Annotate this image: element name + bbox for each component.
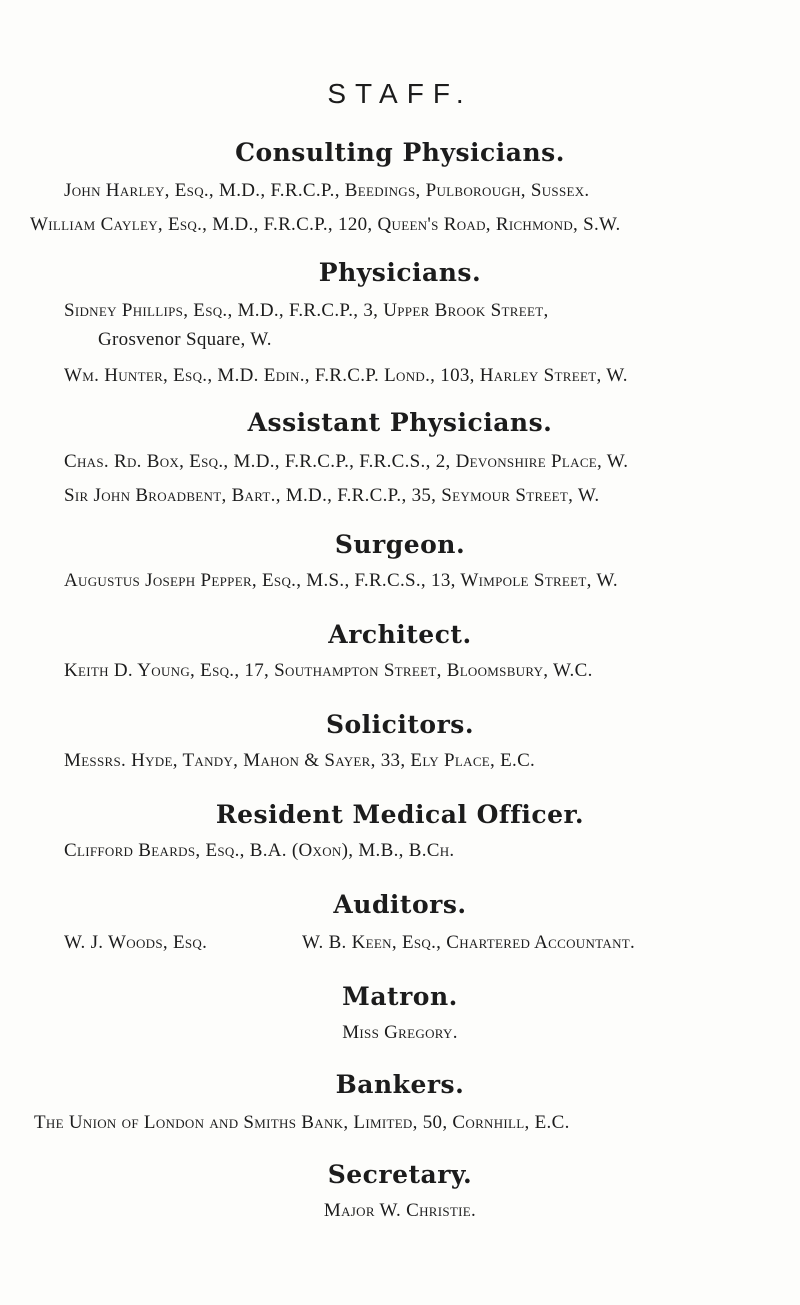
heading-architect: Architect.: [328, 620, 472, 649]
heading-secretary: Secretary.: [327, 1160, 473, 1189]
heading-bankers: Bankers.: [335, 1070, 465, 1099]
heading-solicitors: Solicitors.: [325, 710, 475, 739]
heading-assistant-physicians: Assistant Physicians.: [247, 408, 553, 437]
heading-auditors: Auditors.: [333, 890, 467, 919]
entry-augustus-pepper: Augustus Joseph Pepper, Esq., M.S., F.R.C.S., 13, Wimpole Street, W.: [64, 570, 618, 591]
heading-surgeon: Surgeon.: [334, 530, 466, 559]
entry-wj-woods: W. J. Woods, Esq.: [64, 932, 208, 953]
entry-chas-box: Chas. Rd. Box, Esq., M.D., F.R.C.P., F.R.C.S., 2, Devonshire Place, W.: [64, 451, 629, 472]
entry-union-bank: The Union of London and Smiths Bank, Limited, 50, Cornhill, E.C.: [34, 1112, 570, 1133]
entry-clifford-beards: Clifford Beards, Esq., B.A. (Oxon), M.B., B.Ch.: [64, 840, 455, 861]
entry-john-harley: John Harley, Esq., M.D., F.R.C.P., Beedings, Pulborough, Sussex.: [64, 180, 590, 201]
page-title: STAFF.: [327, 78, 473, 109]
entry-john-broadbent: Sir John Broadbent, Bart., M.D., F.R.C.P., 35, Seymour Street, W.: [64, 485, 600, 506]
heading-matron: Matron.: [342, 982, 458, 1011]
entry-wm-hunter: Wm. Hunter, Esq., M.D. Edin., F.R.C.P. Lond., 103, Harley Street, W.: [64, 365, 628, 386]
entry-miss-gregory: Miss Gregory.: [342, 1022, 458, 1043]
entry-sidney-phillips: Sidney Phillips, Esq., M.D., F.R.C.P., 3, Upper Brook Street,: [64, 300, 549, 321]
entry-solicitors-firm: Messrs. Hyde, Tandy, Mahon & Sayer, 33, Ely Place, E.C.: [64, 750, 536, 771]
entry-sidney-phillips-cont: Grosvenor Square, W.: [98, 329, 272, 350]
entry-major-christie: Major W. Christie.: [323, 1200, 477, 1221]
entry-william-cayley: William Cayley, Esq., M.D., F.R.C.P., 120, Queen's Road, Richmond, S.W.: [30, 214, 621, 235]
entry-keith-young: Keith D. Young, Esq., 17, Southampton Street, Bloomsbury, W.C.: [64, 660, 593, 681]
heading-resident-medical-officer: Resident Medical Officer.: [215, 800, 585, 829]
heading-physicians: Physicians.: [318, 258, 482, 287]
entry-wb-keen: W. B. Keen, Esq., Chartered Accountant.: [302, 932, 636, 953]
heading-consulting-physicians: Consulting Physicians.: [235, 138, 565, 167]
